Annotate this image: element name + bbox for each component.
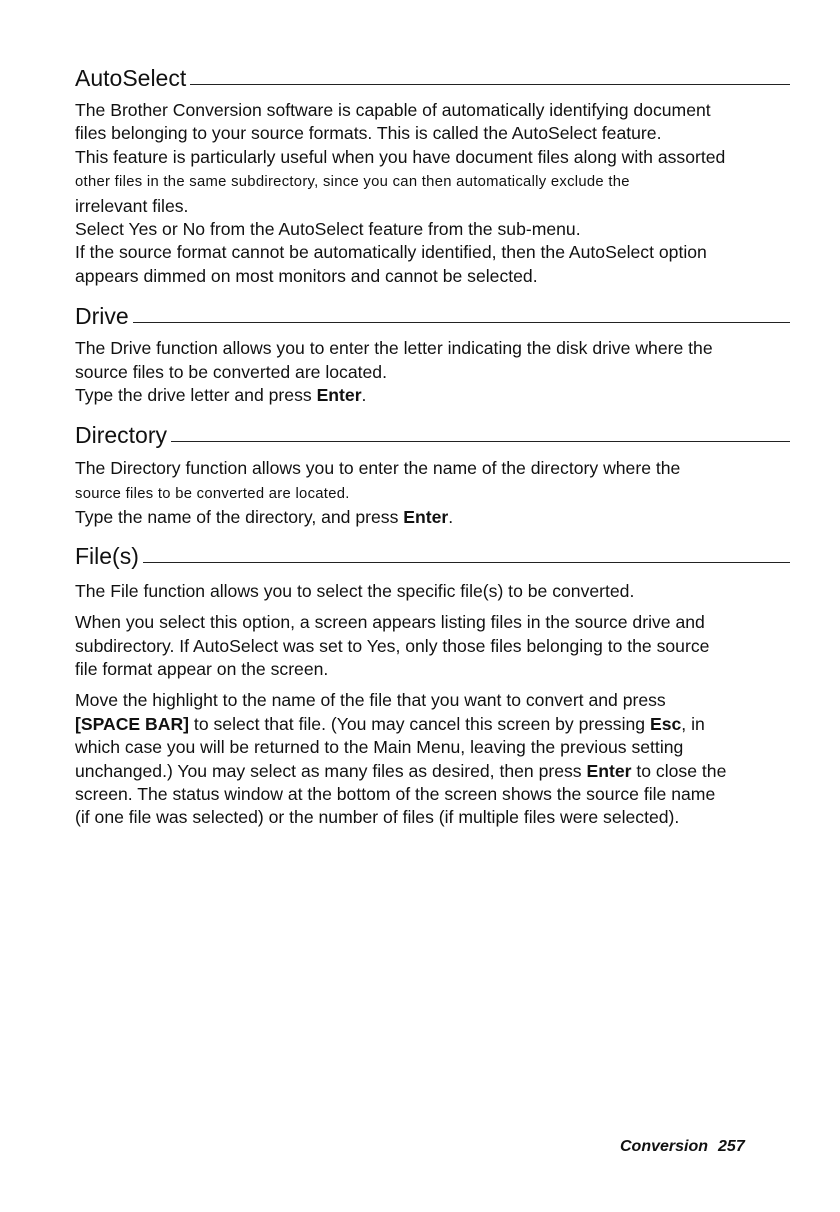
files-paragraph-selection bbox=[75, 689, 790, 829]
autoselect-line: This feature is particularly useful when you have document files along with assorted bbox=[75, 146, 726, 167]
directory-heading bbox=[75, 421, 790, 449]
enter-key-label: Enter bbox=[586, 760, 632, 781]
files-intro: The File function allows you to select the specific file(s) to be converted. bbox=[75, 580, 635, 601]
space-bar-key-label: [SPACE BAR] bbox=[75, 713, 190, 734]
files-line: file format appear on the screen. bbox=[75, 658, 329, 679]
files-line-part: , in bbox=[681, 713, 705, 734]
page-number: 257 bbox=[718, 1138, 745, 1155]
files-line-part: to close the bbox=[631, 760, 727, 781]
drive-title: Drive bbox=[75, 303, 129, 330]
autoselect-title: AutoSelect bbox=[75, 65, 187, 91]
chapter-name: Conversion bbox=[620, 1138, 709, 1155]
files-line: When you select this option, a screen appears listing files in the source drive and bbox=[75, 612, 705, 633]
files-line: (if one file was selected) or the number of files (if multiple files were selected). bbox=[75, 807, 680, 828]
page-footer bbox=[620, 1138, 745, 1156]
esc-key-label: Esc bbox=[649, 713, 682, 734]
drive-instruction-suffix: . bbox=[361, 385, 367, 406]
enter-key-label: Enter bbox=[316, 385, 362, 406]
autoselect-line: irrelevant files. bbox=[75, 195, 189, 216]
drive-line: source files to be converted are located. bbox=[75, 361, 387, 382]
enter-key-label: Enter bbox=[403, 507, 449, 528]
drive-heading bbox=[75, 302, 790, 330]
autoselect-line: Select Yes or No from the AutoSelect feature from the sub-menu. bbox=[75, 219, 581, 240]
files-line-part: to select that file. (You may cancel this screen by pressing bbox=[189, 713, 650, 734]
heading-rule bbox=[143, 562, 790, 563]
autoselect-heading bbox=[75, 64, 790, 92]
autoselect-paragraph bbox=[75, 99, 790, 288]
manual-page-content bbox=[75, 64, 790, 830]
files-title: File(s) bbox=[75, 542, 139, 569]
autoselect-line: The Brother Conversion software is capable of automatically identifying document bbox=[75, 100, 711, 120]
autoselect-line: appears dimmed on most monitors and cannot be selected. bbox=[75, 265, 538, 286]
files-line: screen. The status window at the bottom of the screen shows the source file name bbox=[75, 783, 716, 804]
directory-instruction-prefix: Type the name of the directory, and press bbox=[75, 507, 404, 528]
autoselect-line: If the source format cannot be automatically identified, then the AutoSelect option bbox=[75, 242, 707, 263]
files-paragraph-listing bbox=[75, 611, 790, 681]
directory-title: Directory bbox=[75, 422, 168, 449]
heading-rule bbox=[190, 84, 790, 85]
files-line: Move the highlight to the name of the file that you want to convert and press bbox=[75, 690, 666, 711]
files-line: which case you will be returned to the Main Menu, leaving the previous setting bbox=[75, 737, 684, 758]
drive-line: The Drive function allows you to enter the letter indicating the disk drive where the bbox=[75, 338, 713, 359]
directory-paragraph bbox=[75, 457, 790, 529]
directory-line: The Directory function allows you to enter the name of the directory where the bbox=[75, 458, 681, 479]
directory-line: source files to be converted are located. bbox=[75, 485, 350, 502]
heading-rule bbox=[133, 322, 790, 323]
autoselect-line: files belonging to your source formats. This is called the AutoSelect feature. bbox=[75, 123, 662, 144]
files-line-part: unchanged.) You may select as many files as desired, then press bbox=[75, 760, 587, 781]
files-heading bbox=[75, 542, 790, 570]
drive-instruction-prefix: Type the drive letter and press bbox=[75, 385, 317, 406]
files-line: subdirectory. If AutoSelect was set to Yes, only those files belonging to the source bbox=[75, 635, 710, 656]
directory-instruction-suffix: . bbox=[448, 507, 454, 528]
autoselect-line: other files in the same subdirectory, since you can then automatically exclude the bbox=[75, 174, 630, 191]
heading-rule bbox=[171, 441, 790, 442]
drive-paragraph bbox=[75, 337, 790, 407]
